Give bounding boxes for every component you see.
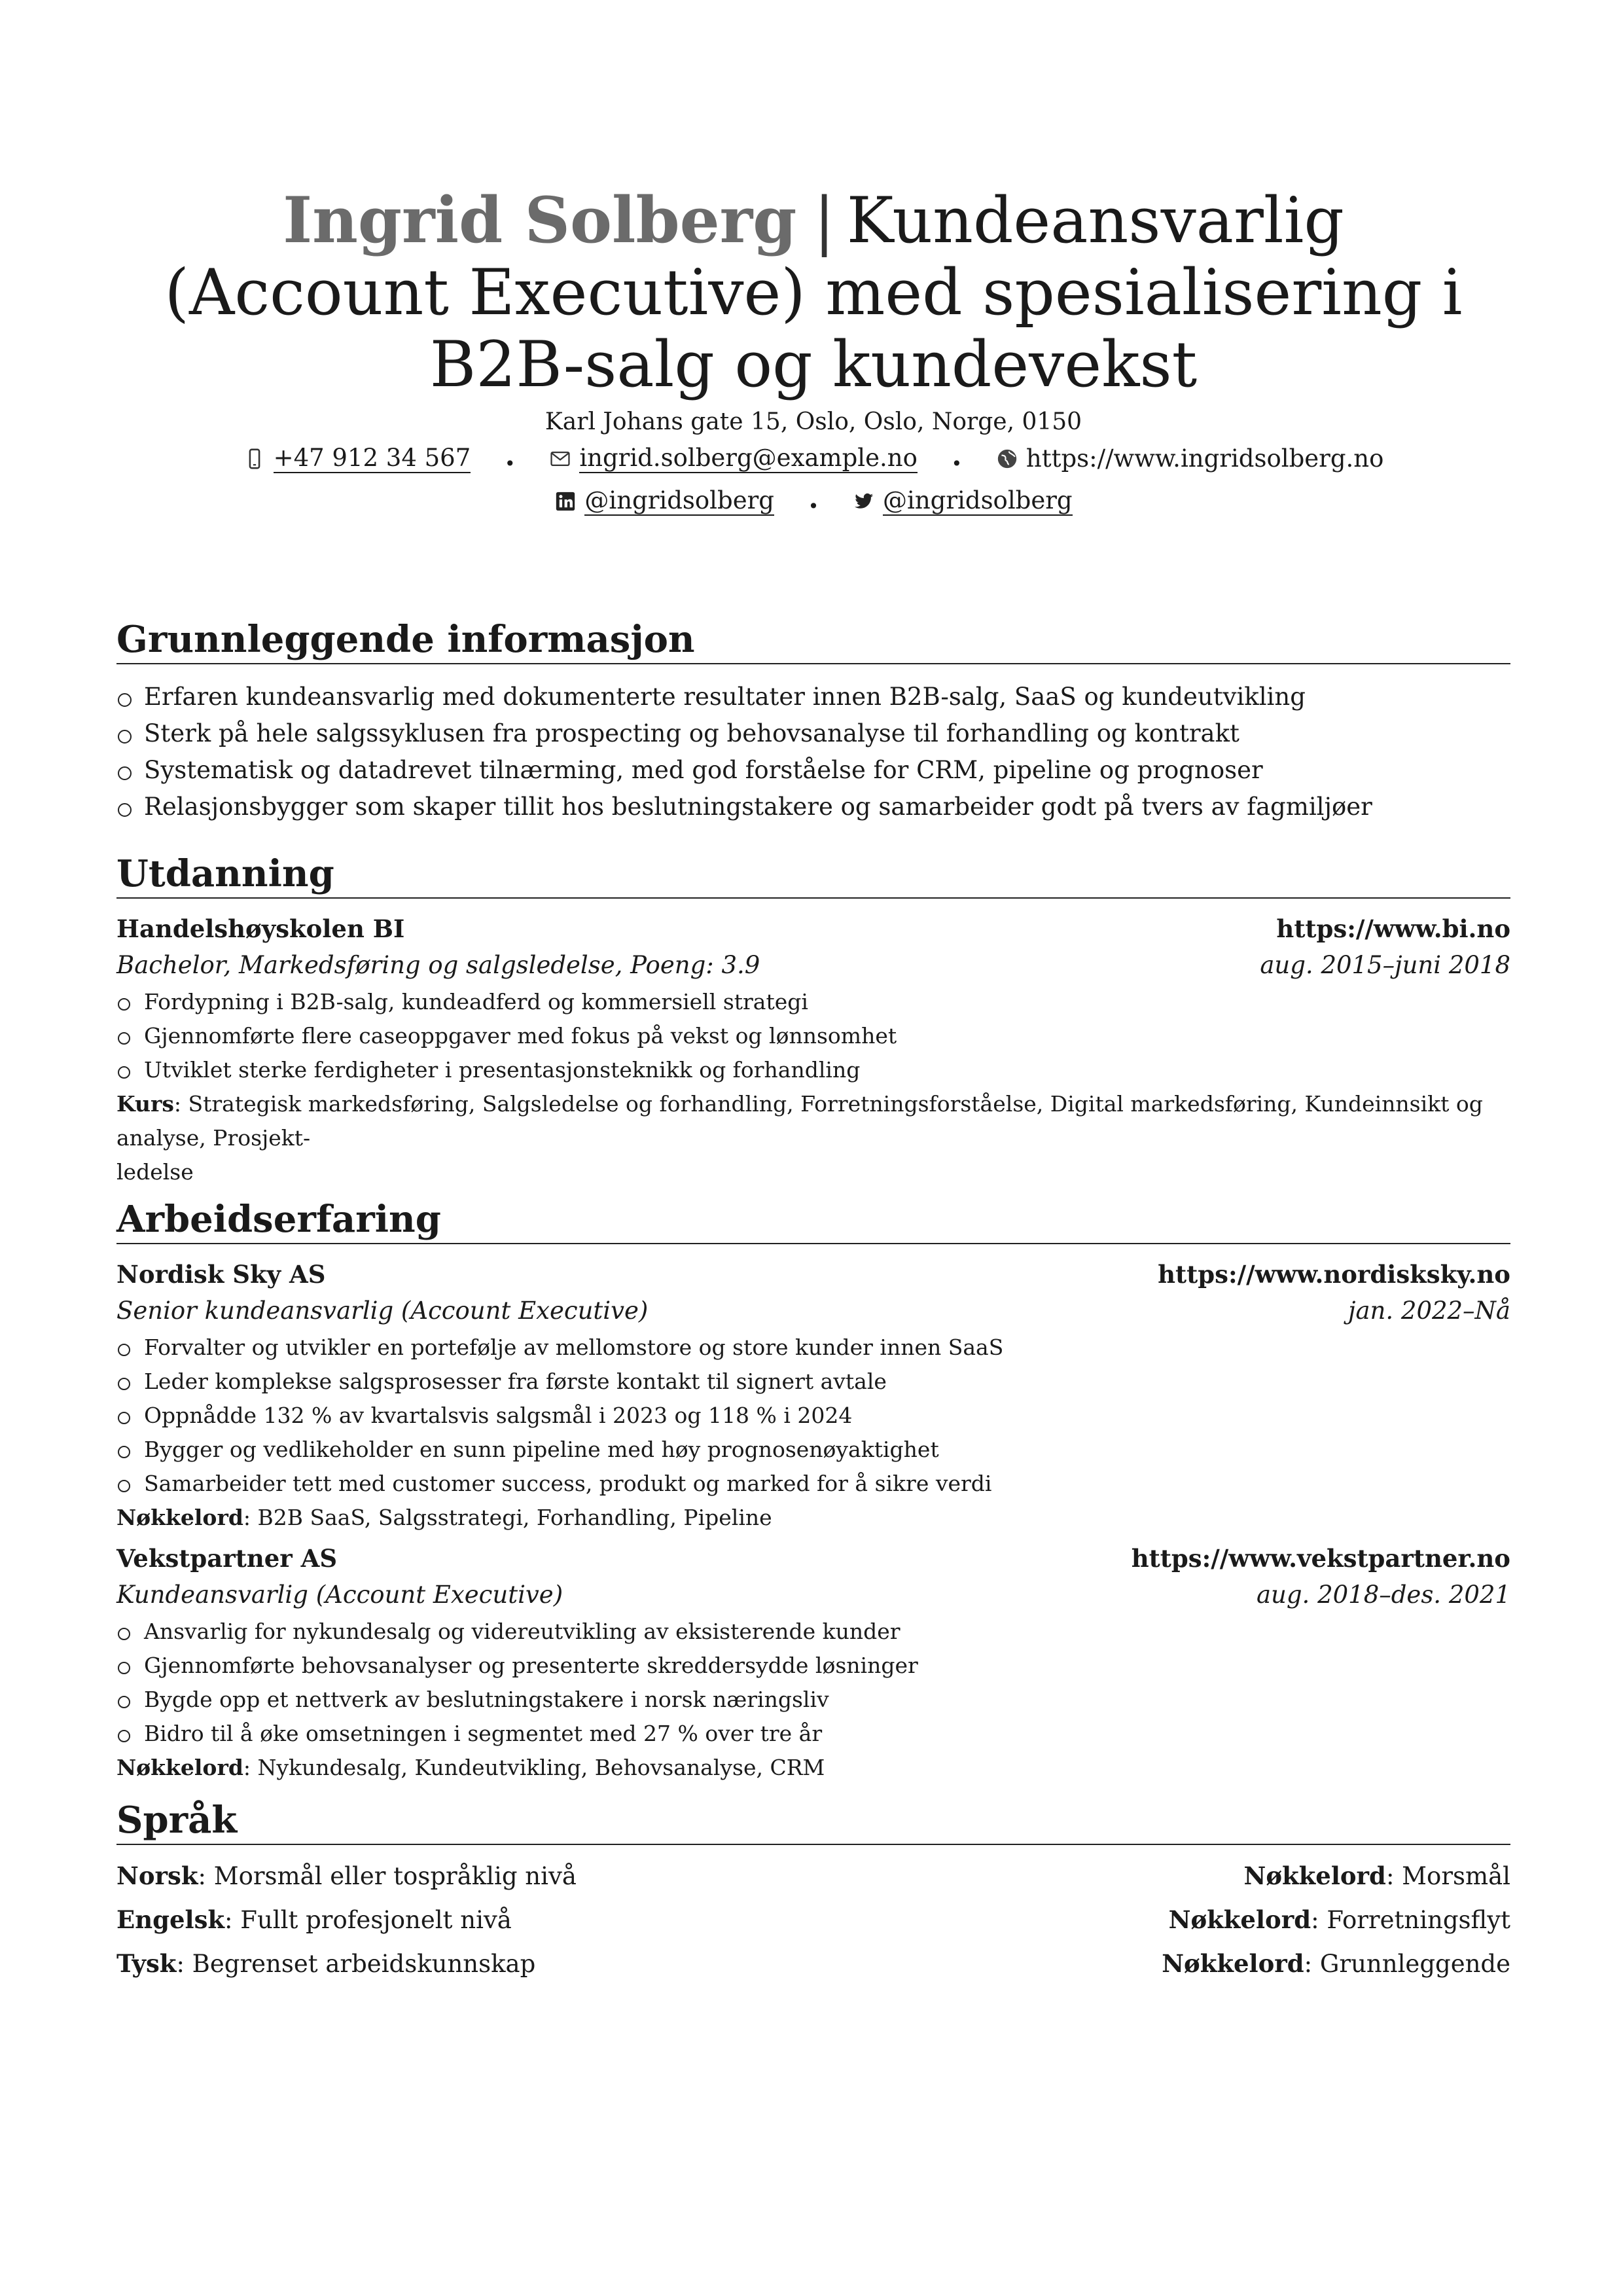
separator-dot: • bbox=[951, 453, 963, 475]
keywords-text: Grunnleggende bbox=[1319, 1950, 1510, 1978]
contact-line-1 bbox=[116, 439, 1510, 484]
job-subheader bbox=[116, 1577, 1510, 1613]
courses-text-cont: ledelse bbox=[116, 1159, 194, 1185]
email-contact[interactable] bbox=[549, 444, 918, 473]
language-level: Begrenset arbeidskunnskap bbox=[192, 1950, 536, 1978]
job-entry bbox=[116, 1540, 1510, 1785]
summary-list bbox=[116, 679, 1510, 825]
language-row bbox=[116, 1898, 1510, 1942]
job-keywords: Nøkkelord: B2B SaaS, Salgsstrategi, Forhandling, Pipeline bbox=[116, 1505, 772, 1530]
job-list bbox=[116, 1331, 1510, 1501]
resume-header bbox=[116, 185, 1510, 527]
language-row bbox=[116, 1854, 1510, 1898]
separator-dot: • bbox=[505, 453, 516, 475]
keywords-label: Nøkkelord bbox=[1162, 1949, 1304, 1978]
language-row bbox=[116, 1942, 1510, 1986]
keywords-text: Forretningsflyt bbox=[1327, 1906, 1510, 1934]
experience-heading: Arbeidserfaring bbox=[116, 1198, 1510, 1244]
website-contact[interactable] bbox=[996, 439, 1384, 479]
globe-icon bbox=[996, 448, 1018, 470]
list-item: Bygde opp et nettverk av beslutningstakere i norsk næringsliv bbox=[116, 1683, 1510, 1717]
list-item: Bygger og vedlikeholder en sunn pipeline med høy prognosenøyaktighet bbox=[116, 1433, 1510, 1467]
list-item: Systematisk og datadrevet tilnærming, med god forståelse for CRM, pipeline og prognoser bbox=[116, 752, 1510, 789]
linkedin-link[interactable]: @ingridsolberg bbox=[584, 486, 774, 514]
summary-heading: Grunnleggende informasjon bbox=[116, 619, 1510, 664]
courses: Kurs: Strategisk markedsføring, Salgsledelse og forhandling, Forretningsforståelse, Digital markedsføring, Kundeinnsikt og analyse, Prosjekt- ledelse bbox=[116, 1091, 1483, 1185]
courses-label: Kurs bbox=[116, 1091, 174, 1117]
keywords-label: Nøkkelord bbox=[1168, 1905, 1311, 1934]
envelope-icon bbox=[549, 448, 571, 470]
list-item: Sterk på hele salgssyklusen fra prospecting og behovsanalyse til forhandling og kontrakt bbox=[116, 715, 1510, 752]
education-entry-header bbox=[116, 910, 1510, 947]
keywords-text: Nykundesalg, Kundeutvikling, Behovsanalyse, CRM bbox=[257, 1755, 825, 1780]
mobile-phone-icon bbox=[243, 448, 266, 470]
job-header bbox=[116, 1540, 1510, 1577]
education-entry-subheader bbox=[116, 947, 1510, 984]
job-list bbox=[116, 1615, 1510, 1751]
linkedin-contact[interactable] bbox=[554, 487, 774, 516]
job-subheader bbox=[116, 1293, 1510, 1329]
list-item: Utviklet sterke ferdigheter i presentasjonsteknikk og forhandling bbox=[116, 1053, 1510, 1087]
list-item: Samarbeider tett med customer success, produkt og marked for å sikre verdi bbox=[116, 1467, 1510, 1501]
courses-text: Strategisk markedsføring, Salgsledelse og forhandling, Forretningsforståelse, Digital markedsføring, Kundeinnsikt og analyse, Prosjekt- bbox=[116, 1091, 1483, 1151]
job-entry bbox=[116, 1256, 1510, 1535]
keywords-label: Nøkkelord bbox=[116, 1505, 243, 1530]
resume-page bbox=[116, 0, 1510, 1986]
language-level: Morsmål eller tospråklig nivå bbox=[213, 1862, 577, 1890]
phone-link[interactable]: +47 912 34 567 bbox=[273, 444, 471, 472]
school-url[interactable]: https://www.bi.no bbox=[1276, 914, 1510, 943]
company-url[interactable]: https://www.nordisksky.no bbox=[1158, 1260, 1510, 1289]
language-level: Fullt profesjonelt nivå bbox=[240, 1906, 512, 1934]
list-item: Gjennomførte behovsanalyser og presenterte skreddersydde løsninger bbox=[116, 1649, 1510, 1683]
language-keyword: Nøkkelord: Forretningsflyt bbox=[1168, 1905, 1510, 1934]
twitter-icon bbox=[853, 490, 875, 512]
linkedin-icon bbox=[554, 490, 577, 512]
experience-section bbox=[116, 1198, 1510, 1785]
title-separator: | bbox=[813, 184, 835, 257]
job-title-line-2: (Account Executive) med spesialisering i bbox=[164, 256, 1463, 329]
keywords-text: B2B SaaS, Salgsstrategi, Forhandling, Pipeline bbox=[257, 1505, 772, 1530]
job-role: Kundeansvarlig (Account Executive) bbox=[116, 1581, 563, 1609]
degree: Bachelor, Markedsføring og salgsledelse, Poeng: 3.9 bbox=[116, 951, 760, 979]
list-item: Relasjonsbygger som skaper tillit hos beslutningstakere og samarbeider godt på tvers av fagmiljøer bbox=[116, 789, 1510, 825]
company-name: Vekstpartner AS bbox=[116, 1544, 338, 1573]
company-url[interactable]: https://www.vekstpartner.no bbox=[1131, 1544, 1510, 1573]
language-name: Engelsk bbox=[116, 1905, 225, 1934]
address: Karl Johans gate 15, Oslo, Oslo, Norge, 0150 bbox=[544, 408, 1082, 435]
list-item: Fordypning i B2B-salg, kundeadferd og kommersiell strategi bbox=[116, 985, 1510, 1019]
language-entry: Norsk: Morsmål eller tospråklig nivå bbox=[116, 1861, 577, 1890]
list-item: Oppnådde 132 % av kvartalsvis salgsmål i 2023 og 118 % i 2024 bbox=[116, 1399, 1510, 1433]
list-item: Erfaren kundeansvarlig med dokumenterte resultater innen B2B-salg, SaaS og kundeutvikling bbox=[116, 679, 1510, 715]
education-section bbox=[116, 853, 1510, 1189]
list-item: Bidro til å øke omsetningen i segmentet med 27 % over tre år bbox=[116, 1717, 1510, 1751]
candidate-name: Ingrid Solberg bbox=[283, 183, 797, 257]
website-link[interactable]: https://www.ingridsolberg.no bbox=[1026, 444, 1384, 473]
email-link[interactable]: ingrid.solberg@example.no bbox=[579, 444, 918, 472]
twitter-link[interactable]: @ingridsolberg bbox=[883, 486, 1073, 514]
keywords-text: Morsmål bbox=[1402, 1862, 1510, 1890]
language-entry: Tysk: Begrenset arbeidskunnskap bbox=[116, 1949, 536, 1978]
twitter-contact[interactable] bbox=[853, 487, 1073, 516]
job-header bbox=[116, 1256, 1510, 1293]
education-heading: Utdanning bbox=[116, 853, 1510, 899]
languages-heading: Språk bbox=[116, 1799, 1510, 1845]
job-dates: aug. 2018–des. 2021 bbox=[1256, 1581, 1510, 1609]
summary-section bbox=[116, 619, 1510, 825]
page-title bbox=[116, 185, 1510, 401]
education-list bbox=[116, 985, 1510, 1087]
language-name: Tysk bbox=[116, 1949, 177, 1978]
list-item: Leder komplekse salgsprosesser fra første kontakt til signert avtale bbox=[116, 1365, 1510, 1399]
language-entry: Engelsk: Fullt profesjonelt nivå bbox=[116, 1905, 512, 1934]
phone-contact[interactable] bbox=[243, 444, 471, 473]
list-item: Gjennomførte flere caseoppgaver med fokus på vekst og lønnsomhet bbox=[116, 1019, 1510, 1053]
keywords-label: Nøkkelord bbox=[1243, 1861, 1386, 1890]
school-name: Handelshøyskolen BI bbox=[116, 914, 405, 943]
list-item: Ansvarlig for nykundesalg og videreutvikling av eksisterende kunder bbox=[116, 1615, 1510, 1649]
keywords-label: Nøkkelord bbox=[116, 1755, 243, 1780]
separator-dot: • bbox=[808, 495, 819, 517]
language-keyword: Nøkkelord: Morsmål bbox=[1243, 1861, 1510, 1890]
language-name: Norsk bbox=[116, 1861, 198, 1890]
list-item: Forvalter og utvikler en portefølje av mellomstore og store kunder innen SaaS bbox=[116, 1331, 1510, 1365]
job-title-line-3: B2B-salg og kundevekst bbox=[429, 328, 1198, 401]
languages-section bbox=[116, 1799, 1510, 1986]
education-dates: aug. 2015–juni 2018 bbox=[1260, 951, 1510, 979]
job-role: Senior kundeansvarlig (Account Executive) bbox=[116, 1297, 649, 1325]
job-title-line-1: Kundeansvarlig bbox=[846, 184, 1344, 257]
job-dates: jan. 2022–Nå bbox=[1348, 1297, 1510, 1325]
company-name: Nordisk Sky AS bbox=[116, 1260, 326, 1289]
language-keyword: Nøkkelord: Grunnleggende bbox=[1162, 1949, 1510, 1978]
contact-line-2 bbox=[116, 484, 1510, 527]
job-keywords: Nøkkelord: Nykundesalg, Kundeutvikling, Behovsanalyse, CRM bbox=[116, 1755, 825, 1780]
